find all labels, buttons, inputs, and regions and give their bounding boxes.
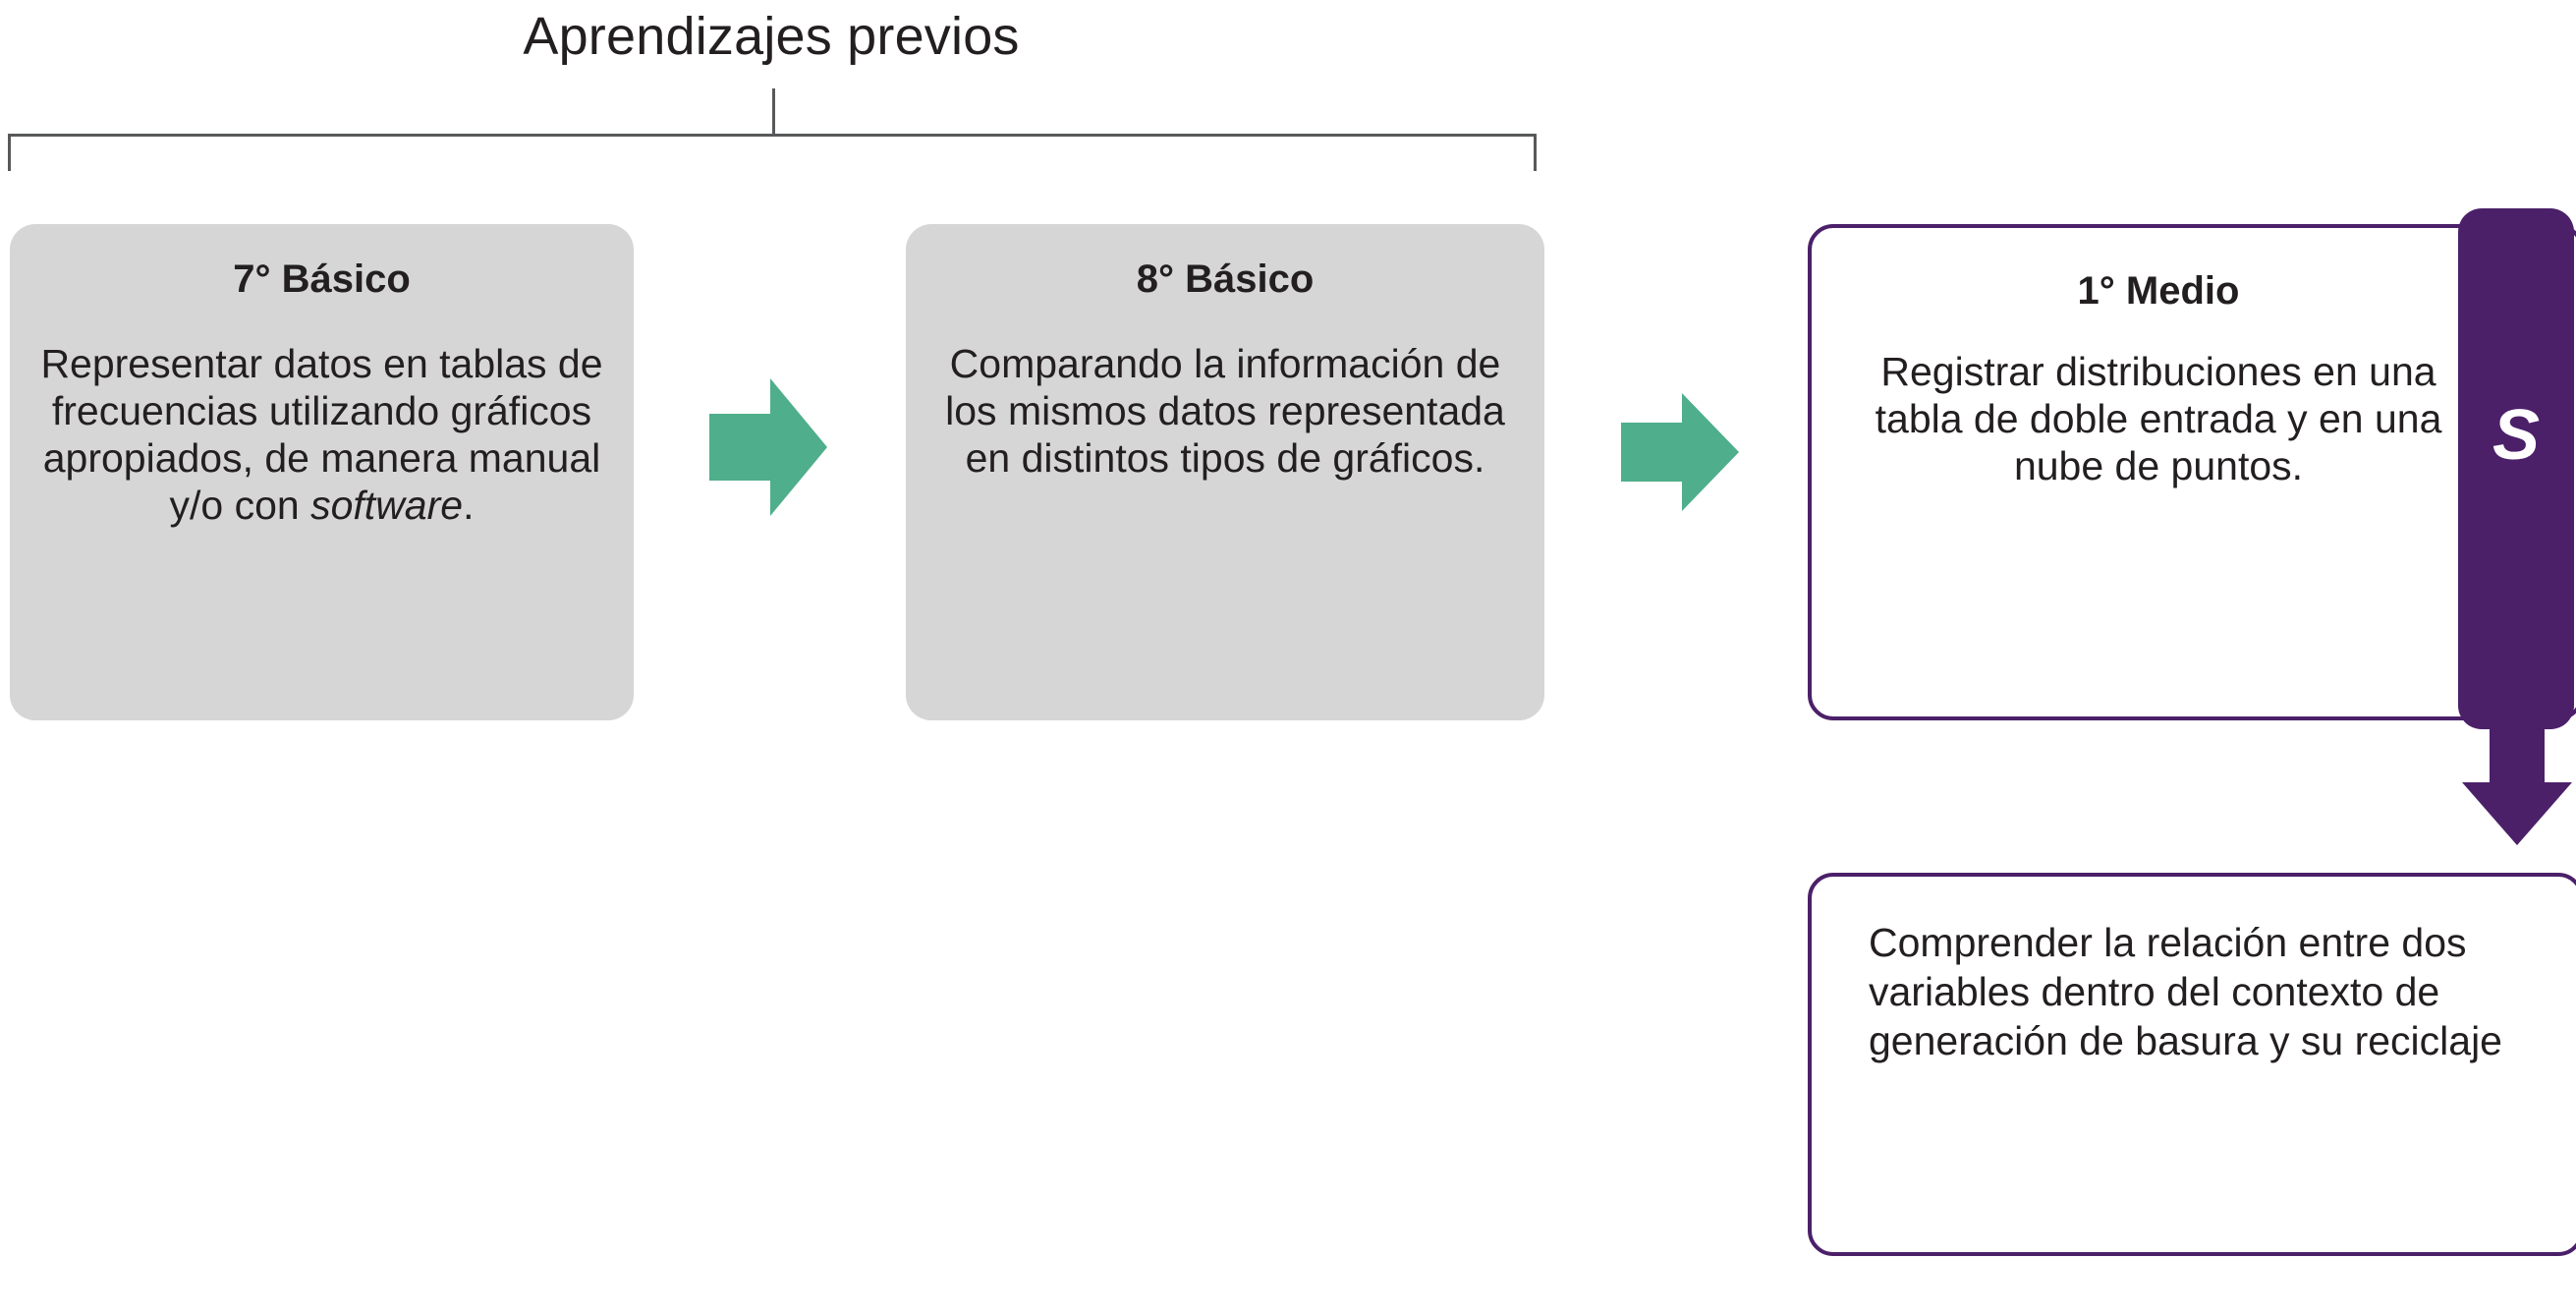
bracket-horizontal-line: [8, 134, 1537, 137]
bracket-tick-left: [8, 134, 11, 171]
arrow-right-icon-2: [1621, 393, 1739, 516]
box-final-objective-body: Comprender la relación entre dos variables dentro del contexto de generación de basura y su reciclaje: [1869, 920, 2502, 1064]
box-grade-8: [906, 224, 1544, 720]
previous-learning-heading: Aprendizajes previos: [523, 7, 1020, 66]
box-grade-7-title: 7° Básico: [233, 257, 411, 301]
bracket-tick-right: [1534, 134, 1537, 171]
box-final-objective: [1808, 873, 2576, 1256]
box-grade-1-medio-title: 1° Medio: [2077, 269, 2240, 313]
s-tab-letter: S: [2492, 396, 2541, 475]
box-grade-7-body: [35, 341, 608, 530]
box-grade-7-body-text-2: .: [463, 482, 475, 528]
box-grade-8-title: 8° Básico: [1136, 257, 1315, 301]
box-grade-7-body-italic: software: [310, 482, 464, 528]
box-grade-7-body-text-1: Representar datos en tablas de frecuencias utilizando gráficos apropiados, de manera manual y/o con: [40, 341, 603, 528]
s-tab: [2458, 208, 2576, 729]
bracket-tick-middle: [772, 88, 775, 134]
arrow-right-icon-1: [709, 378, 827, 521]
box-grade-8-body: Comparando la información de los mismos datos representada en distintos tipos de gráficos.: [945, 341, 1505, 481]
bracket: [8, 110, 1540, 169]
box-grade-7: [10, 224, 634, 720]
arrow-down-icon: [2462, 688, 2572, 845]
box-grade-1-medio-body: Registrar distribuciones en una tabla de doble entrada y en una nube de puntos.: [1875, 349, 2442, 488]
